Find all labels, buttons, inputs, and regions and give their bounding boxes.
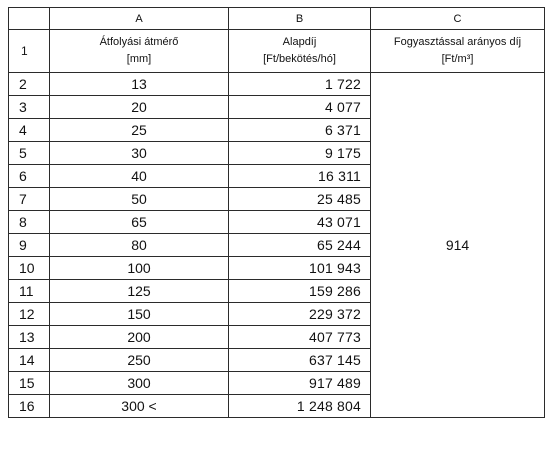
header-diameter-unit: [mm] <box>126 53 152 65</box>
header-proportional-fee-unit: [Ft/m³] <box>441 53 474 65</box>
base-fee-cell: 637 145 <box>229 349 371 372</box>
header-proportional-fee <box>371 30 545 73</box>
base-fee-cell: 6 371 <box>229 119 371 142</box>
row-number: 10 <box>9 257 50 280</box>
base-fee-cell: 229 372 <box>229 303 371 326</box>
base-fee-cell: 16 311 <box>229 165 371 188</box>
header-base-fee-unit: [Ft/bekötés/hó] <box>263 53 336 65</box>
row-number: 3 <box>9 96 50 119</box>
row-number: 16 <box>9 395 50 418</box>
diameter-cell: 80 <box>50 234 229 257</box>
tariff-table-body <box>9 8 545 418</box>
row-number: 15 <box>9 372 50 395</box>
row-number: 8 <box>9 211 50 234</box>
header-base-fee <box>229 30 371 73</box>
diameter-cell: 25 <box>50 119 229 142</box>
diameter-cell: 300 <box>50 372 229 395</box>
row-number: 12 <box>9 303 50 326</box>
column-letter-b: B <box>229 8 371 30</box>
proportional-fee-cell: 914 <box>371 73 545 418</box>
base-fee-cell: 9 175 <box>229 142 371 165</box>
diameter-cell: 30 <box>50 142 229 165</box>
base-fee-cell: 43 071 <box>229 211 371 234</box>
row-number: 11 <box>9 280 50 303</box>
diameter-cell: 20 <box>50 96 229 119</box>
base-fee-cell: 1 722 <box>229 73 371 96</box>
header-diameter-label: Átfolyási átmérő <box>99 36 179 48</box>
header-diameter <box>50 30 229 73</box>
column-letter-c: C <box>371 8 545 30</box>
corner-cell <box>9 8 50 30</box>
row-number: 13 <box>9 326 50 349</box>
diameter-cell: 40 <box>50 165 229 188</box>
base-fee-cell: 1 248 804 <box>229 395 371 418</box>
diameter-cell: 100 <box>50 257 229 280</box>
diameter-cell: 50 <box>50 188 229 211</box>
row-number: 9 <box>9 234 50 257</box>
row-number: 1 <box>9 30 50 73</box>
row-number: 5 <box>9 142 50 165</box>
diameter-cell: 250 <box>50 349 229 372</box>
diameter-cell: 300 < <box>50 395 229 418</box>
table-row <box>9 73 545 96</box>
base-fee-cell: 159 286 <box>229 280 371 303</box>
diameter-cell: 65 <box>50 211 229 234</box>
header-row <box>9 30 545 73</box>
diameter-cell: 200 <box>50 326 229 349</box>
diameter-cell: 13 <box>50 73 229 96</box>
diameter-cell: 125 <box>50 280 229 303</box>
row-number: 7 <box>9 188 50 211</box>
base-fee-cell: 917 489 <box>229 372 371 395</box>
base-fee-cell: 4 077 <box>229 96 371 119</box>
diameter-cell: 150 <box>50 303 229 326</box>
row-number: 2 <box>9 73 50 96</box>
column-letter-row <box>9 8 545 30</box>
header-proportional-fee-label: Fogyasztással arányos díj <box>393 36 522 48</box>
base-fee-cell: 407 773 <box>229 326 371 349</box>
header-base-fee-label: Alapdíj <box>282 36 317 48</box>
row-number: 6 <box>9 165 50 188</box>
row-number: 4 <box>9 119 50 142</box>
base-fee-cell: 65 244 <box>229 234 371 257</box>
base-fee-cell: 25 485 <box>229 188 371 211</box>
row-number: 14 <box>9 349 50 372</box>
column-letter-a: A <box>50 8 229 30</box>
tariff-table <box>8 7 545 418</box>
base-fee-cell: 101 943 <box>229 257 371 280</box>
